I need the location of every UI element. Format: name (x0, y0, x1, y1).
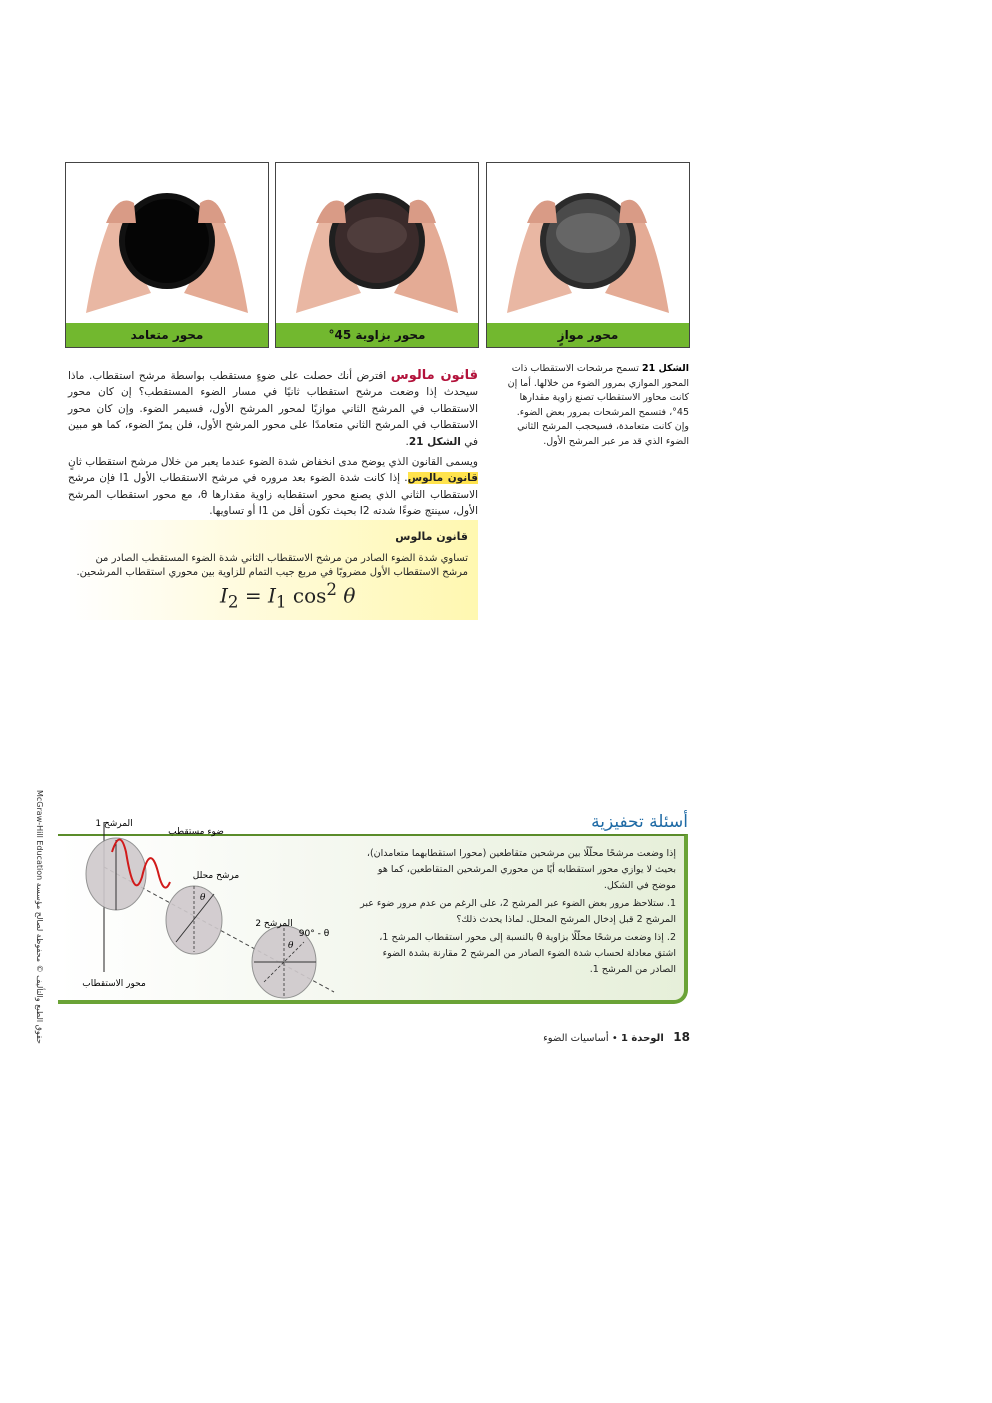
law-title: قانون مالوس (395, 530, 468, 543)
page-footer (520, 1030, 690, 1044)
copyright-side-text (28, 790, 44, 1044)
photo-45-axis (275, 162, 479, 348)
challenge-question-1: 1. ستلاحظ مرور بعض الضوء عبر المرشح 2، على الرغم من عدم مرور ضوء عبر المرشح 2 قبل إدخال المرشح المحلل. لماذا يحدث ذلك؟ (360, 898, 676, 925)
footer-bullet: • (611, 1033, 618, 1044)
formula-sub: 1 (275, 592, 287, 612)
label-analyzer: مرشح محلل (192, 871, 240, 881)
photo-caption: محور متعامد (66, 323, 268, 347)
body-paragraph-2a: ويسمى القانون الذي يوضح مدى انخفاض شدة الضوء عندما يعبر من خلال مرشح استقطاب ثانٍ (68, 456, 478, 469)
formula-sub: 2 (227, 592, 239, 612)
page-number: 18 (673, 1030, 690, 1044)
formula-theta: θ (337, 583, 356, 608)
figure-caption-text: تسمح مرشحات الاستقطاب ذات المحور الموازي بمرور الضوء من خلالها. أما إن كانت محاور الاستقطاب تصنع زاوية مقدارها 45°، فتسمح المرشحات بمرور بعض الضوء. وإن كانت متعامدة، فسيحجب المرشح الثاني الضوء الذي قد مر عبر المرشح الأول. (507, 363, 689, 447)
label-polarization-axis: محور الاستقطاب (82, 979, 146, 989)
challenge-question-2: 2. إذا وضعت مرشحًا محلّلًا بزاوية θ بالنسبة إلى محور استقطاب المرشح 1، اشتق معادلة لحساب شدة الضوء الصادر من المرشح 2 مقارنة بشدة الضوء الصادر من المرشح 1. (379, 932, 676, 975)
label-filter-2: المرشح 2 (255, 919, 293, 929)
photo-perpendicular-axis (65, 162, 269, 348)
formula-i: I (268, 583, 276, 608)
formula-eq: = (238, 583, 268, 608)
footer-chapter: أساسيات الضوء (543, 1033, 609, 1044)
footer-unit: الوحدة 1 (620, 1033, 664, 1044)
hands-holding-filter-image (276, 163, 478, 323)
malus-law-box (68, 520, 478, 620)
photo-parallel-axis (486, 162, 690, 348)
challenge-text (360, 846, 676, 978)
figure-reference: الشكل 21 (408, 435, 461, 448)
formula-cos: cos (286, 583, 327, 608)
label-angle: 90° - θ (298, 929, 330, 939)
body-paragraph-2b: . إذا كانت شدة الضوء بعد مروره في مرشح الاستقطاب الأول I1 فإن مرشح الاستقطاب الثاني الذي يصنع محور استقطابه زاوية مقدارها θ، مع محور استقطاب المرشح الأول، سينتج ضوءًا شدته I2 بحيث تكون أقل من I1 أو تساويها. (68, 472, 478, 518)
challenge-intro: إذا وضعت مرشحًا محلّلًا بين مرشحين متقاطعين (محورا استقطابهما متعامدان)، بحيث لا يوازي محور استقطابه أيًا من محوري المرشحين المتقاطعين، كما هو موضح في الشكل. (366, 848, 676, 891)
hands-holding-filter-image (487, 163, 689, 323)
formula-pow: 2 (326, 580, 337, 599)
label-polarized-light: ضوء مستقطب (168, 827, 224, 837)
figure-caption (505, 362, 689, 449)
highlighted-term: قانون مالوس (407, 472, 479, 485)
hands-holding-filter-image (66, 163, 268, 323)
photo-caption: محور موازٍ (487, 323, 689, 347)
body-paragraph-1: افترض أنك حصلت على ضوءٍ مستقطب بواسطة مرشح استقطاب. ماذا سيحدث إذا وضعت مرشح استقطاب ثانيًا في مسار الضوء المستقطب؟ إن كان محور الاستقطاب في المرشح الثاني موازيًا لمحور المرشح الأول، فسيمر الضوء. وإن كان محور الاستقطاب في المرشح الثاني متعامدًا على محور المرشح الأول، فلن يمرّ الضوء، كما هو مبين في (68, 370, 478, 448)
copyright-text: McGraw-Hill Education حقوق الطبع والتأليف © محفوظة لصالح مؤسسة (35, 790, 44, 1044)
malus-formula (220, 580, 355, 612)
section-term: قانون مالوس (390, 368, 479, 383)
formula-i: I (220, 583, 228, 608)
figure-label: الشكل 21 (641, 363, 689, 374)
label-theta-analyzer: θ (200, 893, 206, 903)
law-text: تساوي شدة الضوء الصادر من مرشح الاستقطاب الثاني شدة الضوء المستقطب الصادر من مرشح الاستقطاب الأول مضروبًا في مربع جيب التمام للزاوية بين محوري استقطاب المرشحين. (76, 553, 468, 578)
label-filter-1: المرشح 1 (95, 819, 133, 829)
polarizer-diagram (64, 812, 354, 1004)
body-text: قانون مالوس افترض أنك حصلت على ضوءٍ مستقطب بواسطة مرشح استقطاب. ماذا سيحدث إذا وضعت مرشح استقطاب ثانيًا في مسار الضوء المستقطب؟ إن كان محور الاستقطاب في المرشح الثاني موازيًا لمحور المرشح الأول، فسيمر الضوء. وإن كان محور الاستقطاب في المرشح الثاني متعامدًا على محور المرشح الأول، فلن يمرّ الضوء، كما هو مبين في الشكل 21. ويسمى القانون الذي يوضح مدى انخفاض شدة الضوء عندما يعبر من خلال مرشح استقطاب ثانٍ قانون مالوس. إذا كانت شدة الضوء بعد مروره في مرشح الاستقطاب الأول I1 فإن مرشح الاستقطاب الثاني الذي يصنع محور استقطابه زاوية مقدارها θ، مع محور استقطاب المرشح الأول، سينتج ضوءًا شدته I2 بحيث تكون أقل من I1 أو تساويها. (68, 368, 479, 518)
photo-caption: محور بزاوية 45° (276, 323, 478, 347)
challenge-title: أسئلة تحفيزية (591, 812, 688, 832)
label-theta-filter-2: θ (288, 941, 294, 951)
